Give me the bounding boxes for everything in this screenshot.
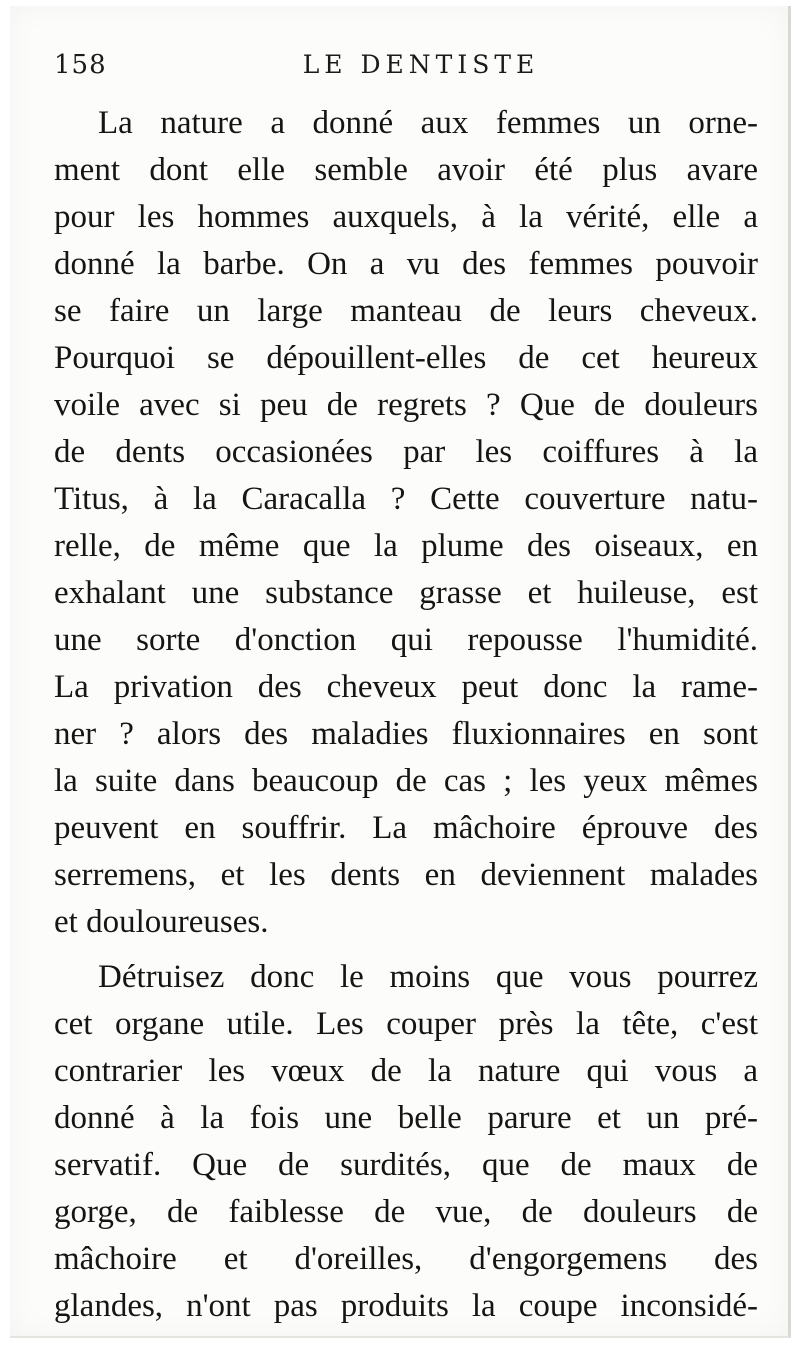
text-line: La privation des cheveux peut donc la rame- bbox=[54, 669, 758, 705]
text-line: de dents occasionées par les coiffures à la bbox=[54, 434, 758, 470]
paragraph-gap bbox=[54, 946, 758, 954]
text-line: glandes, n'ont pas produits la coupe inconsidé- bbox=[54, 1288, 758, 1324]
text-line: Titus, à la Caracalla ? Cette couverture natu- bbox=[54, 481, 758, 517]
text-line: donné à la fois une belle parure et un pré- bbox=[54, 1100, 758, 1136]
text-line: ment dont elle semble avoir été plus avare bbox=[54, 152, 758, 188]
text-line: serremens, et les dents en deviennent malades bbox=[54, 857, 758, 893]
text-line: la suite dans beaucoup de cas ; les yeux mêmes bbox=[54, 763, 758, 799]
running-title: LE DENTISTE bbox=[302, 50, 540, 79]
body-text bbox=[54, 100, 758, 1330]
text-line: une sorte d'onction qui repousse l'humidité. bbox=[54, 622, 758, 658]
text-line: exhalant une substance grasse et huileuse, est bbox=[54, 575, 758, 611]
text-line: relle, de même que la plume des oiseaux, en bbox=[54, 528, 758, 564]
text-line: gorge, de faiblesse de vue, de douleurs de bbox=[54, 1194, 758, 1230]
text-line: ner ? alors des maladies fluxionnaires en sont bbox=[54, 716, 758, 752]
text-line: La nature a donné aux femmes un orne- bbox=[98, 105, 758, 141]
text-line: contrarier les vœux de la nature qui vous a bbox=[54, 1053, 758, 1089]
text-line: mâchoire et d'oreilles, d'engorgemens des bbox=[54, 1241, 758, 1277]
book-page bbox=[10, 6, 791, 1338]
text-line: cet organe utile. Les couper près la tête, c'est bbox=[54, 1006, 758, 1042]
page-header bbox=[54, 50, 758, 90]
text-line: Pourquoi se dépouillent-elles de cet heureux bbox=[54, 340, 758, 376]
text-line: voile avec si peu de regrets ? Que de douleurs bbox=[54, 387, 758, 423]
text-line: servatif. Que de surdités, que de maux de bbox=[54, 1147, 758, 1183]
text-line: se faire un large manteau de leurs cheveux. bbox=[54, 293, 758, 329]
text-line: donné la barbe. On a vu des femmes pouvoir bbox=[54, 246, 758, 282]
text-line: et douloureuses. bbox=[54, 904, 269, 940]
text-line: pour les hommes auxquels, à la vérité, elle a bbox=[54, 199, 758, 235]
page-number: 158 bbox=[54, 50, 107, 80]
text-line: Détruisez donc le moins que vous pourrez bbox=[98, 959, 758, 995]
text-line: peuvent en souffrir. La mâchoire éprouve des bbox=[54, 810, 758, 846]
